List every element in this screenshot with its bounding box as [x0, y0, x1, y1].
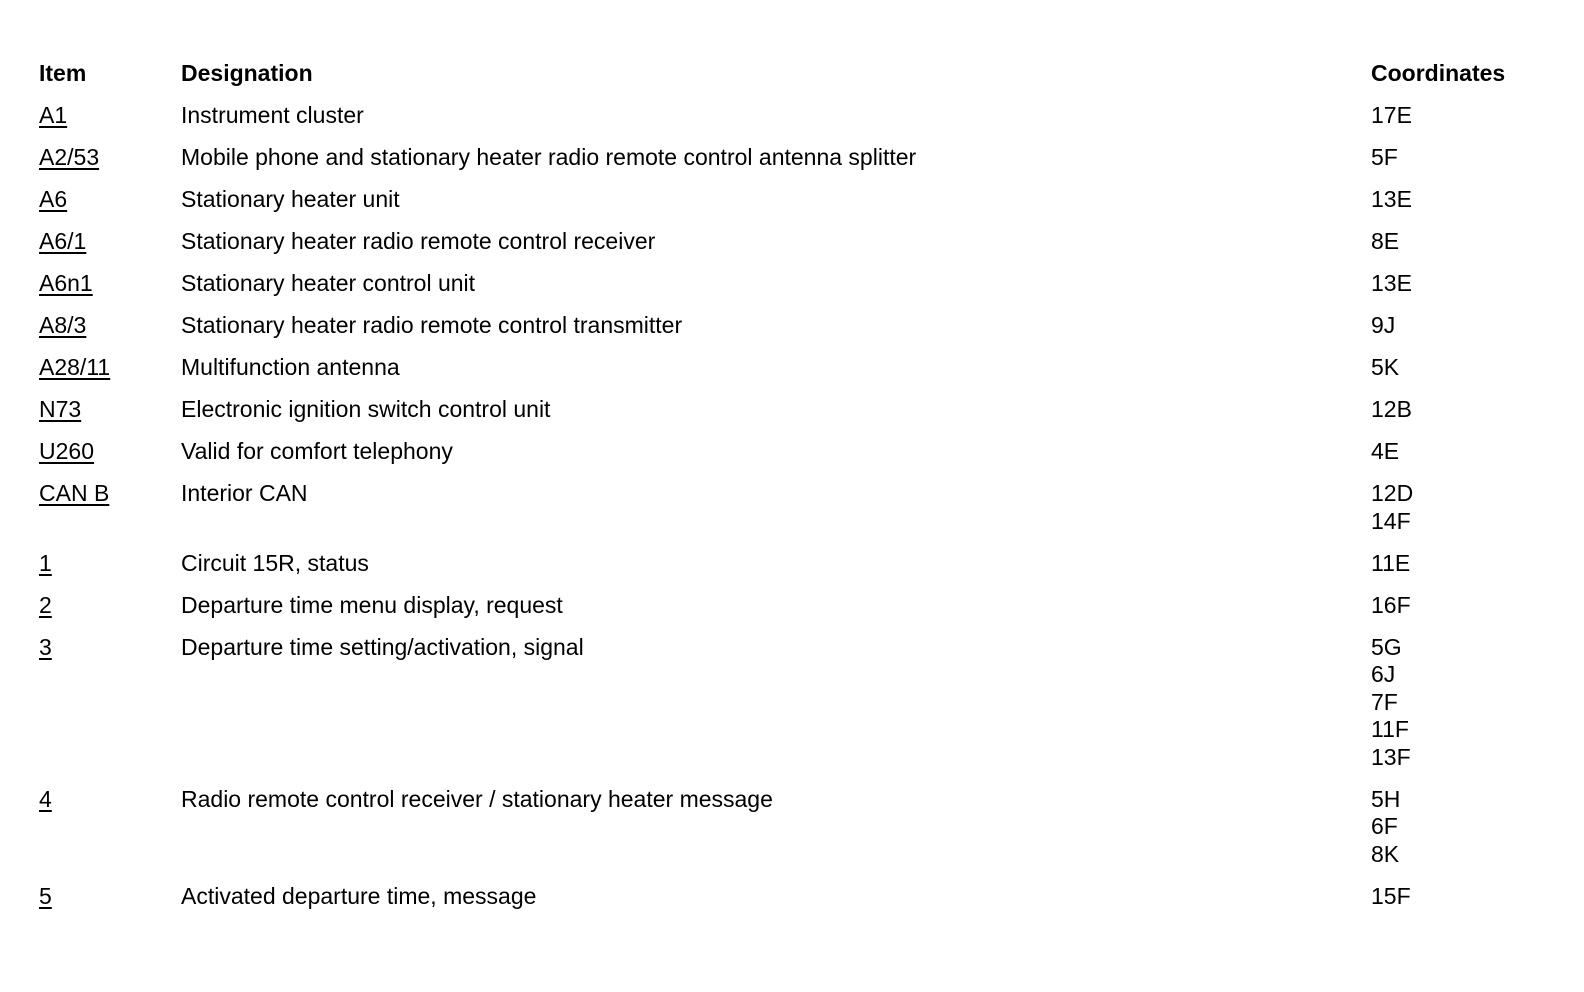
item-link[interactable]: A6/1	[39, 228, 87, 254]
table-row	[39, 144, 1559, 172]
coordinate-value: 5F	[1371, 144, 1398, 170]
item-link[interactable]: 2	[39, 591, 52, 618]
designation-cell: Electronic ignition switch control unit	[181, 396, 551, 422]
header-designation: Designation	[181, 60, 313, 86]
designation-cell: Interior CAN	[181, 480, 308, 506]
designation-cell: Circuit 15R, status	[181, 549, 369, 576]
coordinate-value: 12D	[1371, 480, 1414, 506]
item-cell	[39, 786, 181, 814]
item-link[interactable]: A6	[39, 186, 68, 212]
legend-table	[39, 60, 1559, 925]
designation-cell: Stationary heater control unit	[181, 270, 476, 296]
coordinates-cell	[1371, 144, 1559, 172]
designation-cell: Mobile phone and stationary heater radio remote control antenna splitter	[181, 144, 917, 170]
item-cell	[39, 270, 181, 298]
coordinate-value: 5H	[1371, 785, 1401, 812]
header-item: Item	[39, 60, 87, 86]
item-cell	[39, 480, 181, 508]
coordinate-value: 11F	[1371, 716, 1409, 742]
coordinate-value: 11E	[1371, 549, 1411, 576]
coordinates-cell	[1371, 480, 1559, 535]
coordinates-cell	[1371, 270, 1559, 298]
item-cell	[39, 438, 181, 466]
table-row	[39, 883, 1559, 911]
coordinate-value: 6J	[1371, 661, 1396, 687]
coordinates-cell	[1371, 312, 1559, 340]
coordinate-value: 14F	[1371, 507, 1411, 534]
item-link[interactable]: 5	[39, 882, 52, 909]
coordinates-cell	[1371, 634, 1559, 772]
coordinate-value: 12B	[1371, 396, 1412, 422]
item-link[interactable]: A28/11	[39, 354, 111, 380]
designation-cell: Radio remote control receiver / stationary heater message	[181, 785, 773, 812]
item-link[interactable]: 3	[39, 633, 52, 660]
coordinates-cell	[1371, 550, 1559, 578]
coordinate-value: 6F	[1371, 813, 1398, 839]
table-row	[39, 634, 1559, 772]
coordinates-cell	[1371, 186, 1559, 214]
item-cell	[39, 186, 181, 214]
item-link[interactable]: A8/3	[39, 312, 87, 338]
item-cell	[39, 228, 181, 256]
item-link[interactable]: CAN B	[39, 480, 110, 506]
table-row	[39, 102, 1559, 130]
table-row	[39, 786, 1559, 869]
coordinate-value: 16F	[1371, 591, 1411, 618]
table-header	[39, 60, 1559, 88]
coordinates-cell	[1371, 396, 1559, 424]
item-link[interactable]: A1	[39, 102, 68, 128]
coordinate-value: 17E	[1371, 102, 1412, 128]
table-row	[39, 438, 1559, 466]
table-row	[39, 312, 1559, 340]
table-row	[39, 550, 1559, 578]
coordinates-cell	[1371, 102, 1559, 130]
coordinate-value: 13F	[1371, 743, 1411, 770]
coordinates-cell	[1371, 883, 1559, 911]
coordinate-value: 15F	[1371, 882, 1411, 909]
item-link[interactable]: A2/53	[39, 144, 100, 170]
designation-cell: Instrument cluster	[181, 102, 364, 128]
table-row	[39, 270, 1559, 298]
table-body	[39, 102, 1559, 910]
item-cell	[39, 354, 181, 382]
coordinates-cell	[1371, 354, 1559, 382]
item-cell	[39, 312, 181, 340]
item-link[interactable]: A6n1	[39, 270, 93, 296]
designation-cell: Stationary heater unit	[181, 186, 400, 212]
coordinate-value: 5G	[1371, 633, 1402, 660]
item-cell	[39, 634, 181, 662]
designation-cell: Departure time setting/activation, signal	[181, 633, 584, 660]
coordinates-cell	[1371, 438, 1559, 466]
coordinate-value: 8K	[1371, 840, 1400, 867]
coordinates-cell	[1371, 786, 1559, 869]
coordinate-value: 7F	[1371, 688, 1398, 715]
item-link[interactable]: U260	[39, 438, 94, 464]
coordinate-value: 5K	[1371, 354, 1400, 380]
item-link[interactable]: 4	[39, 785, 52, 812]
item-cell	[39, 592, 181, 620]
table-row	[39, 354, 1559, 382]
item-cell	[39, 102, 181, 130]
coordinate-value: 9J	[1371, 312, 1396, 338]
item-cell	[39, 550, 181, 578]
item-cell	[39, 883, 181, 911]
coordinates-cell	[1371, 228, 1559, 256]
header-coordinates: Coordinates	[1371, 60, 1506, 86]
item-link[interactable]: N73	[39, 396, 82, 422]
coordinate-value: 8E	[1371, 228, 1400, 254]
table-row	[39, 592, 1559, 620]
item-cell	[39, 396, 181, 424]
designation-cell: Valid for comfort telephony	[181, 438, 453, 464]
item-link[interactable]: 1	[39, 549, 52, 576]
table-row	[39, 396, 1559, 424]
designation-cell: Stationary heater radio remote control receiver	[181, 228, 656, 254]
coordinate-value: 4E	[1371, 438, 1400, 464]
coordinate-value: 13E	[1371, 186, 1412, 212]
table-row	[39, 186, 1559, 214]
designation-cell: Stationary heater radio remote control transmitter	[181, 312, 683, 338]
designation-cell: Multifunction antenna	[181, 354, 400, 380]
coordinate-value: 13E	[1371, 270, 1412, 296]
designation-cell: Activated departure time, message	[181, 882, 537, 909]
coordinates-cell	[1371, 592, 1559, 620]
table-row	[39, 480, 1559, 535]
designation-cell: Departure time menu display, request	[181, 591, 563, 618]
item-cell	[39, 144, 181, 172]
table-row	[39, 228, 1559, 256]
